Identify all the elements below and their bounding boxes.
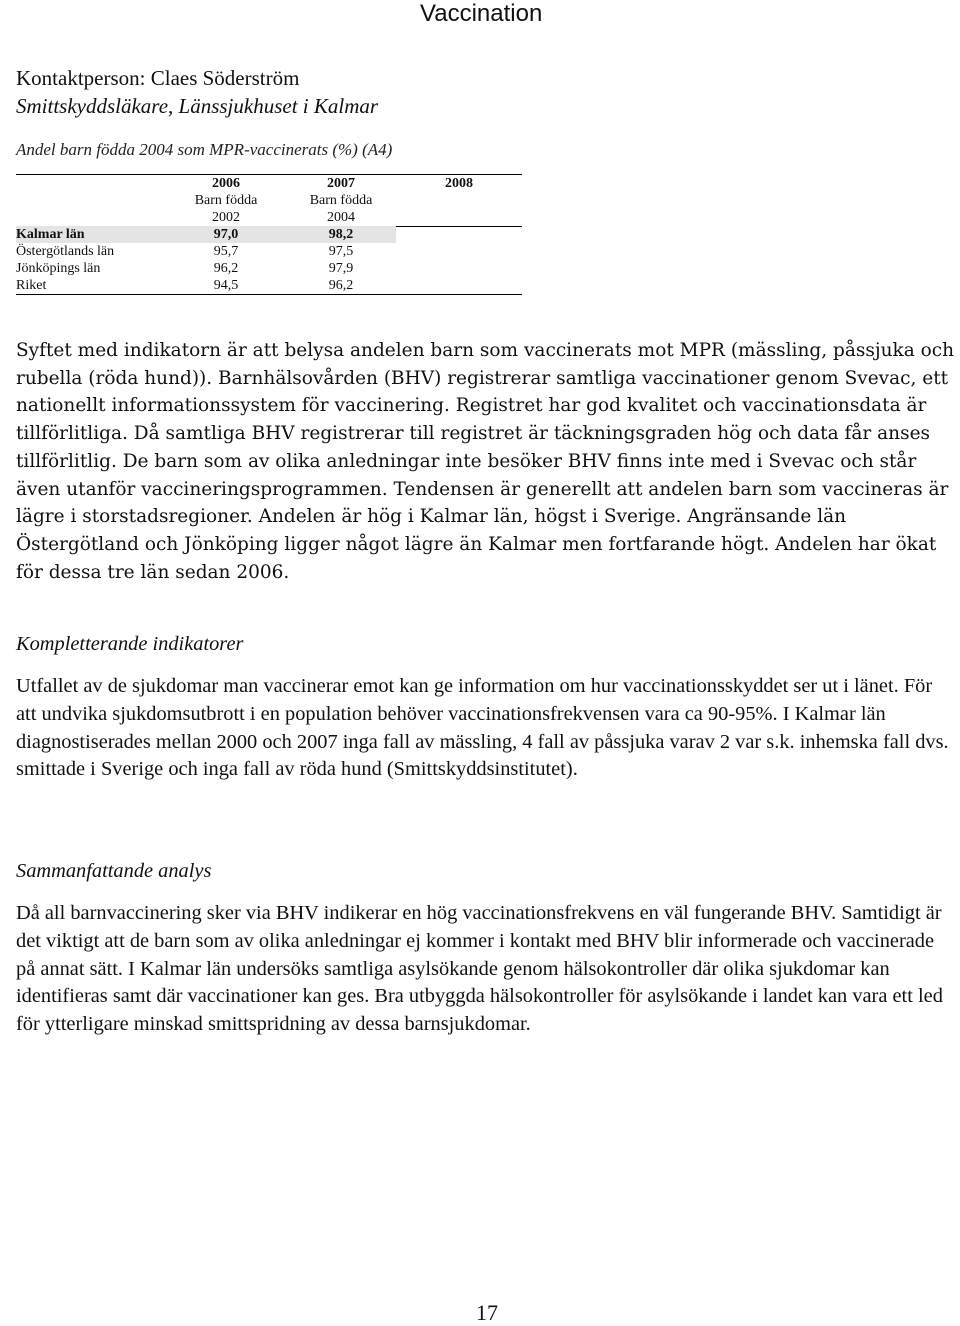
column-header-2008: 2008: [396, 175, 522, 193]
value-2007-cell: 97,9: [328, 261, 354, 276]
region-cell: Riket: [16, 277, 166, 295]
column-sub-2007-label: Barn födda: [309, 193, 373, 208]
column-sub-2008-label: [396, 192, 522, 209]
value-2006-cell: 97,0: [213, 227, 239, 242]
value-2006-cell: 96,2: [213, 261, 239, 276]
value-2006-cell: 95,7: [213, 244, 239, 259]
column-sub-2006-year: 2002: [212, 210, 240, 225]
section-paragraph-kompletterande: Utfallet av de sjukdomar man vaccinerar emot kan ge information om hur vaccinationsskyddet ser ut i länet. För att undvika sjukdomsutbrott i en population behöver vaccinationsfrekvensen vara ca 90-95%. I Kalmar län diagnostiserades mellan 2000 och 2007 inga fall av mässling, 4 fall av påssjuka varav 2 var s.k. inhemska fall dvs. smittade i Sverige och inga fall av röda hund (Smittskyddsinstitutet).: [16, 675, 949, 781]
section-heading-sammanfattande: Sammanfattande analys: [16, 860, 212, 882]
contact-person: Kontaktperson: Claes Söderström: [16, 66, 300, 90]
region-cell: Jönköpings län: [16, 261, 101, 276]
region-cell: Östergötlands län: [16, 244, 115, 259]
value-2007-cell: 96,2: [286, 277, 396, 295]
page-number: 17: [476, 1300, 498, 1325]
section-heading-kompletterande: Kompletterande indikatorer: [16, 633, 244, 655]
value-2008-cell: [396, 260, 522, 277]
column-sub-2007-year: 2004: [327, 210, 355, 225]
page-title: Vaccination: [420, 0, 543, 27]
table-row: [16, 260, 522, 277]
table-row: [16, 243, 522, 260]
contact-block: [16, 64, 378, 120]
table-row: [16, 226, 522, 243]
vaccination-table: [16, 174, 522, 295]
value-2008-cell: [396, 277, 522, 295]
column-header-2007: 2007: [286, 175, 396, 193]
value-2008-cell: [396, 226, 522, 243]
value-2007-cell: 98,2: [328, 227, 354, 242]
column-sub-2006-label: Barn födda: [194, 193, 258, 208]
value-2007-cell: 97,5: [328, 244, 354, 259]
contact-role: Smittskyddsläkare, Länssjukhuset i Kalmar: [16, 94, 379, 118]
table-header-empty: [16, 175, 166, 193]
region-cell: Kalmar län: [16, 227, 85, 242]
column-header-2006: 2006: [166, 175, 286, 193]
section-paragraph-sammanfattande: Då all barnvaccinering sker via BHV indikerar en hög vaccinationsfrekvens en väl fungerande BHV. Samtidigt är det viktigt att de barn som av olika anledningar ej kommer i kontakt med BHV blir informerade och vaccinerade på annat sätt. I Kalmar län undersöks samtliga asylsökande genom hälsokontroller där olika sjukdomar kan identifieras samt där vaccinationer kan ges. Bra utbyggda hälsokontroller för asylsökande i landet kan vara ett led för ytterligare minskad smittspridning av dessa barnsjukdomar.: [16, 902, 943, 1036]
intro-paragraph: Syftet med indikatorn är att belysa andelen barn som vaccinerats mot MPR (mässling, påssjuka och rubella (röda hund)). Barnhälsovården (BHV) registrerar samtliga vaccinationer genom Svevac, ett nationellt informationssystem för vaccinering. Registret har god kvalitet och vaccinationsdata är tillförlitliga. Då samtliga BHV registrerar till registret är täckningsgraden hög och data får anses tillförlitlig. De barn som av olika anledningar inte besöker BHV finns inte med i Svevac och står även utanför vaccineringsprogrammen. Tendensen är generellt att andelen barn som vaccineras är lägre i storstadsregioner. Andelen är hög i Kalmar län, högst i Sverige. Angränsande län Östergötland och Jönköping ligger något lägre än Kalmar men fortfarande högt. Andelen har ökat för dessa tre län sedan 2006.: [16, 340, 955, 583]
table-row: [16, 277, 522, 295]
table-caption: Andel barn födda 2004 som MPR-vaccinerats (%) (A4): [16, 140, 393, 159]
value-2006-cell: 94,5: [166, 277, 286, 295]
column-sub-2008-year: [396, 209, 522, 226]
value-2008-cell: [396, 243, 522, 260]
